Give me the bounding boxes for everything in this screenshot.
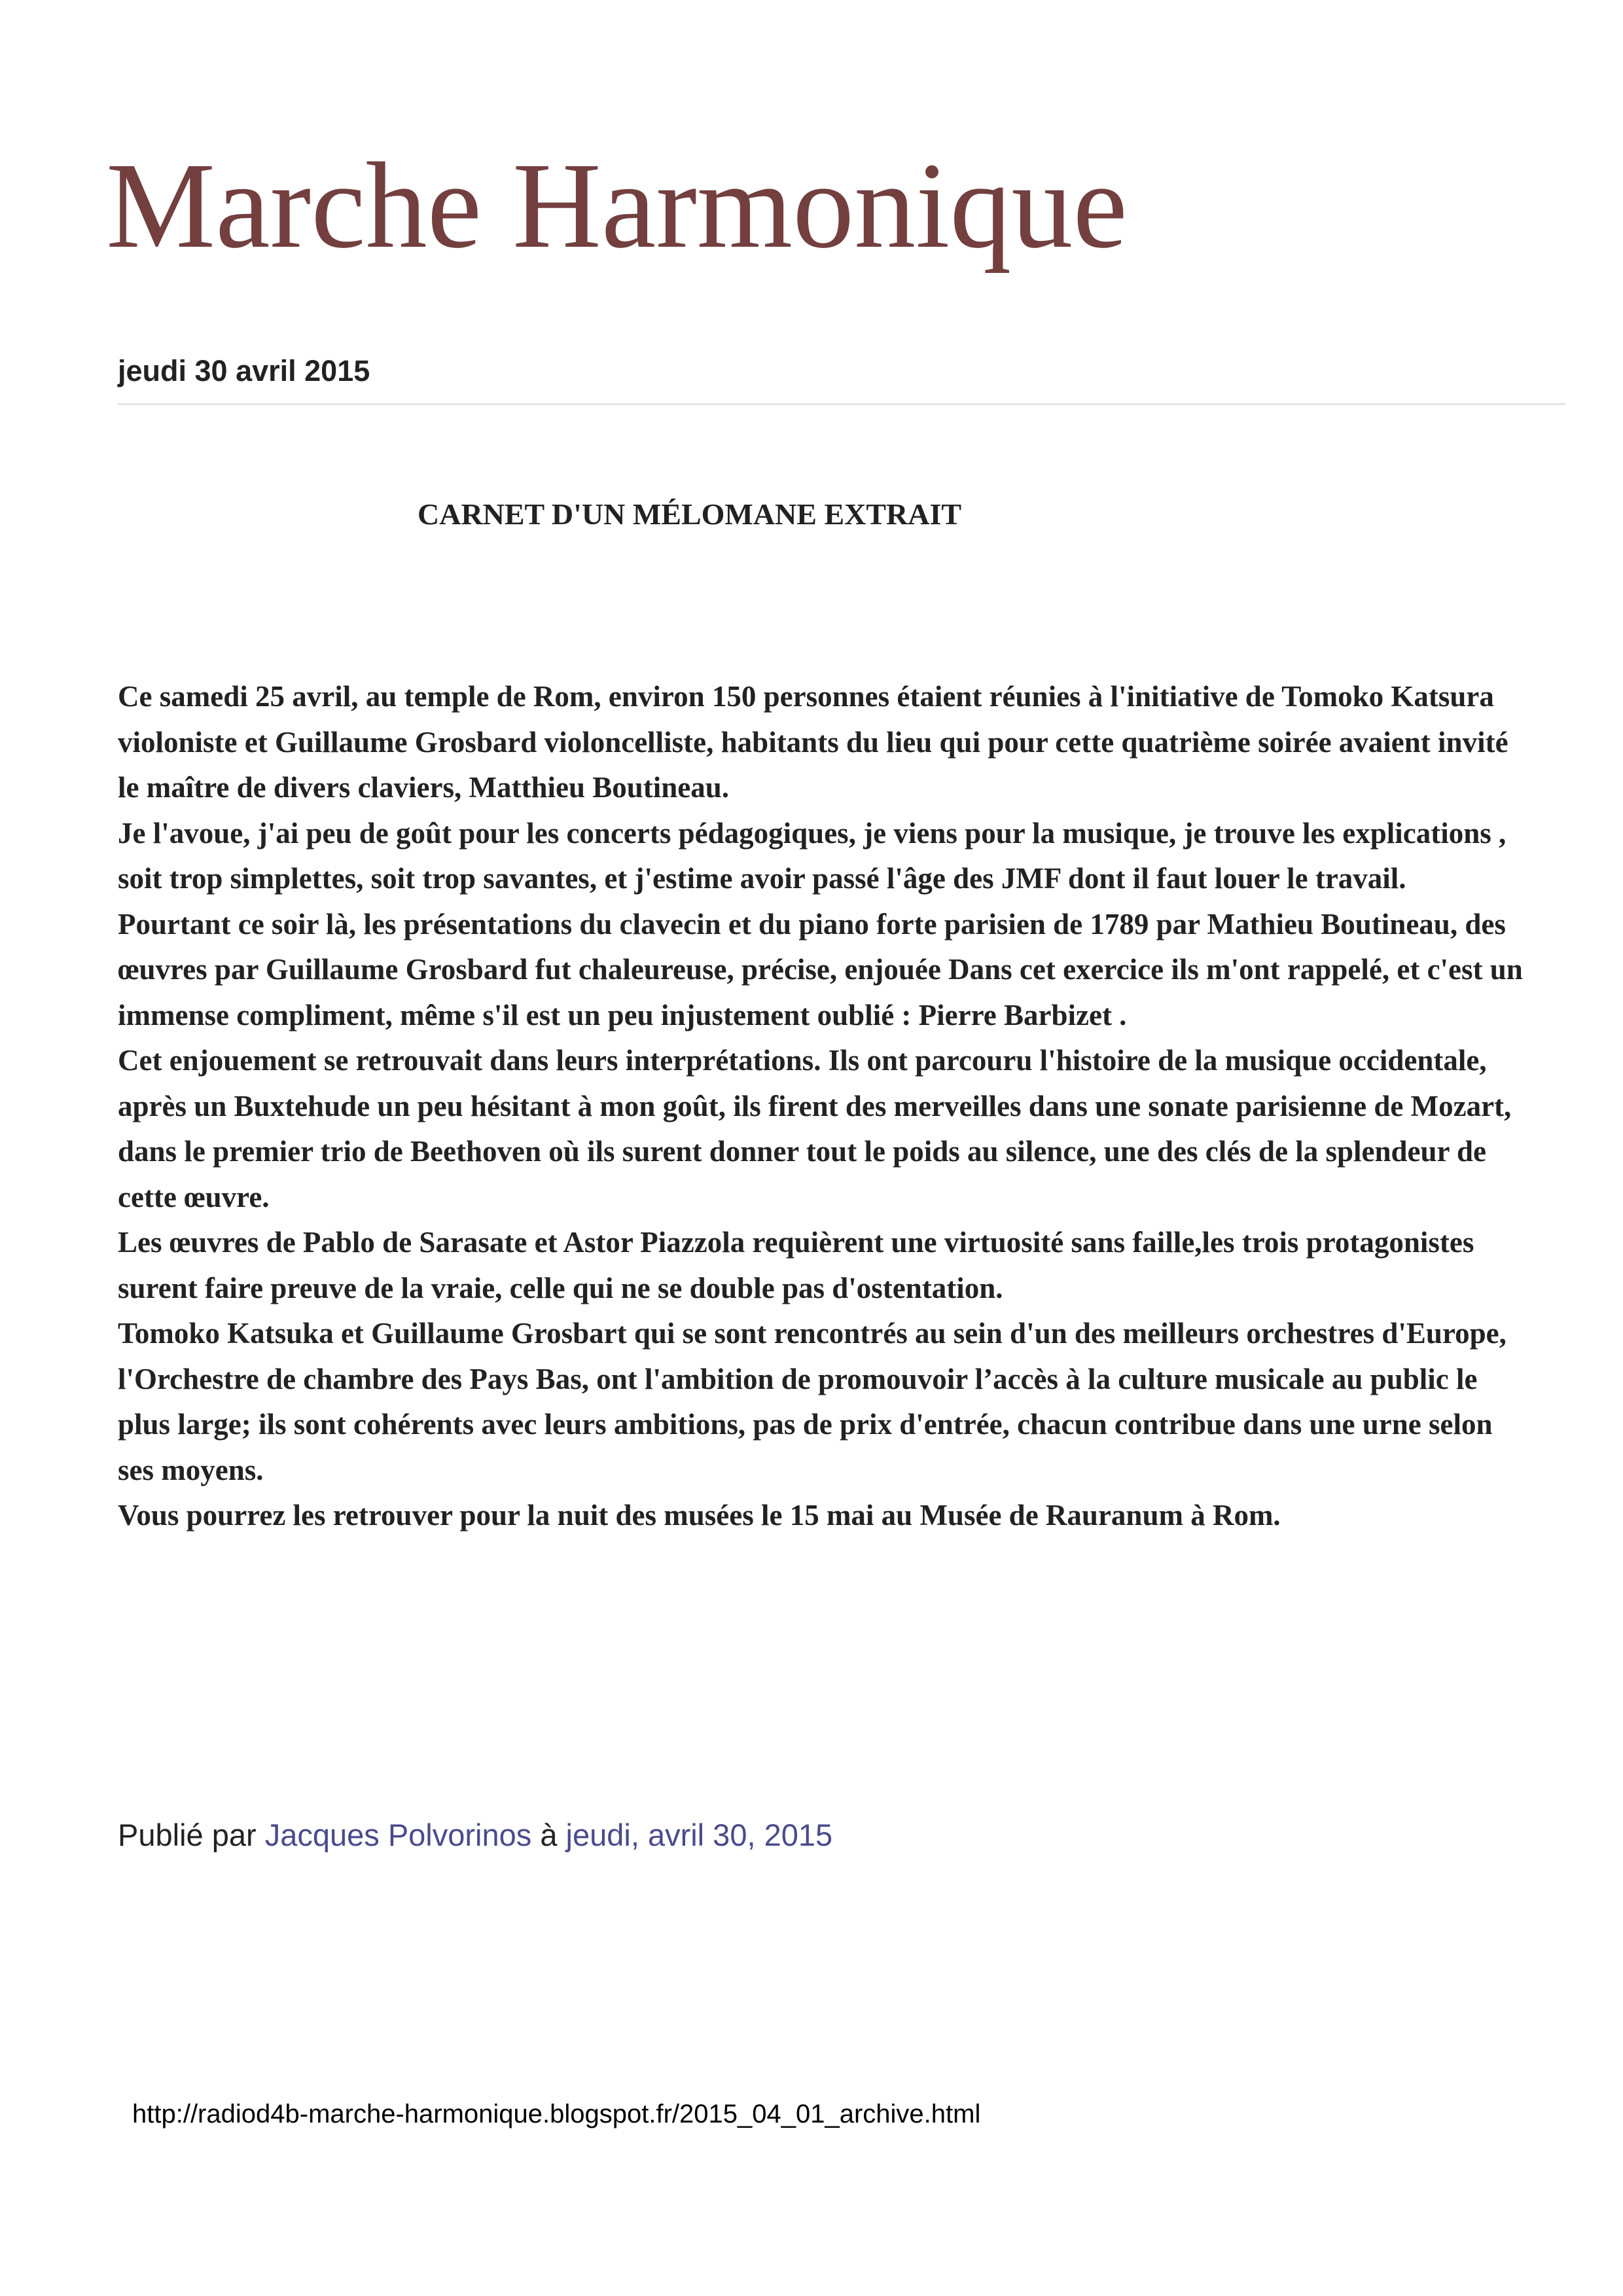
post-body <box>118 674 1531 1539</box>
post-timestamp-link[interactable]: jeudi, avril 30, 2015 <box>565 1818 833 1852</box>
blog-title[interactable]: Marche Harmonique <box>106 137 1128 274</box>
post-footer <box>118 1817 832 1854</box>
author-link[interactable]: Jacques Polvorinos <box>264 1818 532 1852</box>
published-by-label: Publié par <box>118 1818 265 1852</box>
post-date-header: jeudi 30 avril 2015 <box>118 354 370 387</box>
post-paragraph: Vous pourrez les retrouver pour la nuit des musées le 15 mai au Musée de Rauranum à Rom. <box>118 1499 1281 1532</box>
post-paragraph: Les œuvres de Pablo de Sarasate et Astor Piazzola requièrent une virtuosité sans faille,les trois protagonistes surent faire preuve de la vraie, celle qui ne se double pas d'ostentation. <box>118 1226 1474 1304</box>
post-paragraph: Pourtant ce soir là, les présentations du clavecin et du piano forte parisien de 1789 par Mathieu Boutineau, des œuvres par Guillaume Grosbard fut chaleureuse, précise, enjouée Dans cet exercice ils m'ont rappelé, et c'est un immense compliment, même s'il est un peu injustement oublié : Pierre Barbizet . <box>118 907 1523 1031</box>
page-url: http://radiod4b-marche-harmonique.blogspot.fr/2015_04_01_archive.html <box>132 2100 981 2128</box>
at-label: à <box>531 1818 566 1852</box>
post-paragraph: Je l'avoue, j'ai peu de goût pour les concerts pédagogiques, je viens pour la musique, je trouve les explications , soit trop simplettes, soit trop savantes, et j'estime avoir passé l'âge des JMF dont il faut louer le travail. <box>118 816 1507 895</box>
post-paragraph: Ce samedi 25 avril, au temple de Rom, environ 150 personnes étaient réunies à l'initiative de Tomoko Katsura violoniste et Guillaume Grosbard violoncelliste, habitants du lieu qui pour cette quatrième soirée avaient invité le maître de divers claviers, Matthieu Boutineau. <box>118 680 1508 804</box>
post-paragraph: Tomoko Katsuka et Guillaume Grosbart qui se sont rencontrés au sein d'un des meilleurs orchestres d'Europe, l'Orchestre de chambre des Pays Bas, ont l'ambition de promouvoir l’accès à la culture musicale au public le plus large; ils sont cohérents avec leurs ambitions, pas de prix d'entrée, chacun contribue dans une urne selon ses moyens. <box>118 1317 1507 1486</box>
date-divider <box>118 403 1565 405</box>
post-heading: CARNET D'UN MÉLOMANE EXTRAIT <box>418 497 962 531</box>
post-paragraph: Cet enjouement se retrouvait dans leurs interprétations. Ils ont parcouru l'histoire de la musique occidentale, après un Buxtehude un peu hésitant à mon goût, ils firent des merveilles dans une sonate parisienne de Mozart, dans le premier trio de Beethoven où ils surent donner tout le poids au silence, une des clés de la splendeur de cette œuvre. <box>118 1044 1512 1213</box>
